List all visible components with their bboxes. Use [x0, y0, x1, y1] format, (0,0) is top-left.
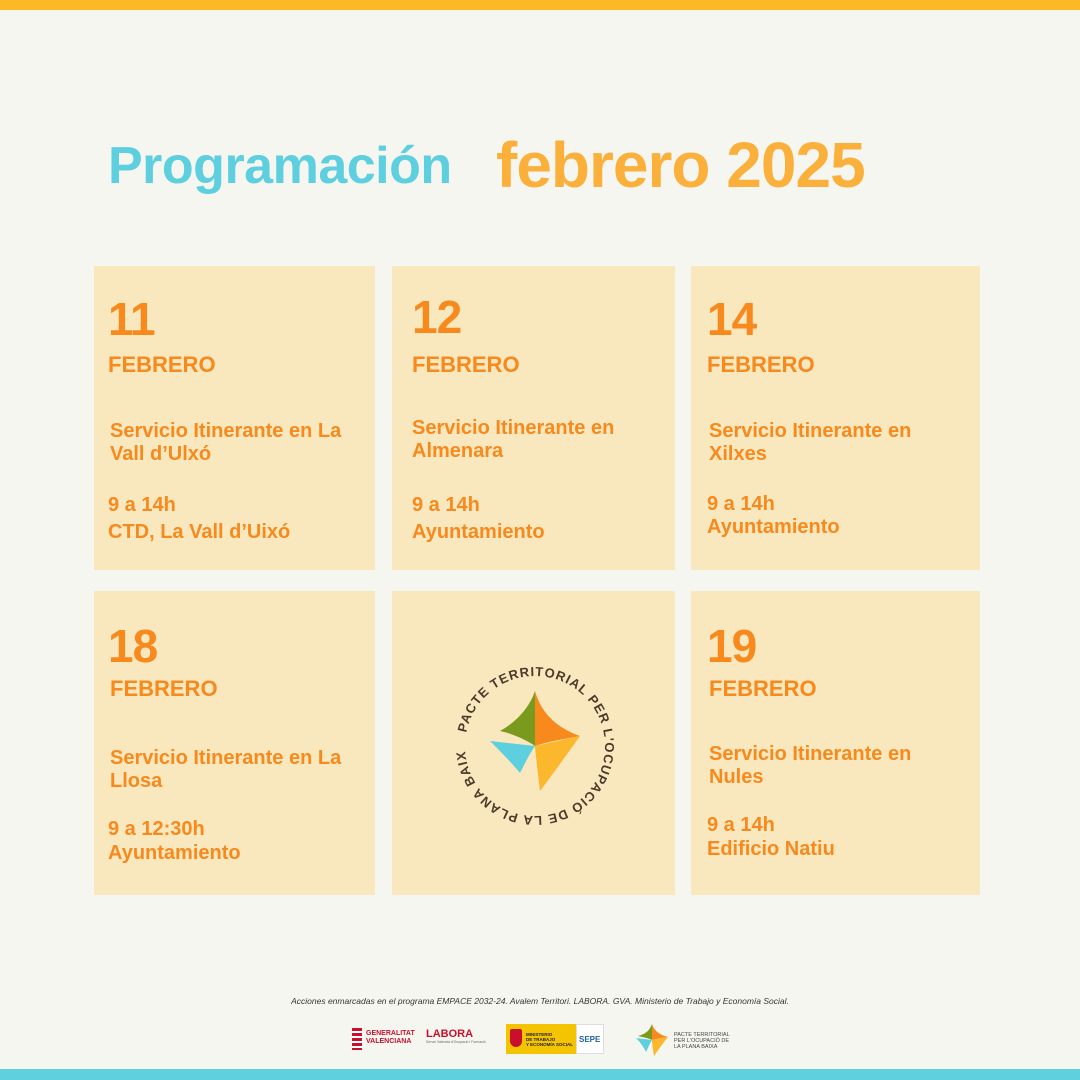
ministerio-line1: MINISTERIO	[526, 1032, 553, 1037]
event-description: Servicio Itinerante en Almenara	[412, 417, 615, 462]
pacte-logo-card	[392, 591, 675, 895]
event-time: 9 a 14h	[108, 494, 176, 516]
pacte-small-line1: PACTE TERRITORIAL	[674, 1032, 730, 1038]
ministerio-line2: DE TRABAJO	[526, 1037, 556, 1042]
event-place: Edificio Natiu	[707, 838, 835, 860]
event-description: Servicio Itinerante en La Llosa	[110, 747, 342, 792]
generalitat-emblem-icon	[352, 1028, 362, 1050]
event-place: Ayuntamiento	[412, 521, 545, 543]
pacte-small-line3: LA PLANA BAIXA	[674, 1044, 718, 1050]
event-month: FEBRERO	[707, 352, 815, 377]
event-description: Servicio Itinerante en Nules	[709, 743, 912, 788]
event-card-12	[392, 266, 675, 570]
labora-logo	[426, 1028, 486, 1050]
ministerio-logo	[506, 1024, 578, 1054]
event-card-11	[94, 266, 375, 570]
title-month-year: febrero 2025	[496, 129, 865, 201]
spain-shield-icon	[510, 1029, 522, 1047]
event-time: 9 a 12:30h	[108, 818, 205, 840]
event-month: FEBRERO	[412, 352, 520, 377]
page-title	[0, 128, 1080, 201]
sepe-logo	[576, 1024, 604, 1054]
generalitat-logo	[352, 1026, 414, 1054]
sepe-wordmark: SEPE	[579, 1035, 601, 1044]
ministerio-line3: Y ECONOMÍA SOCIAL	[526, 1042, 574, 1047]
event-day: 11	[108, 293, 155, 345]
event-description: Servicio Itinerante en La Vall d’Ulxó	[110, 420, 342, 465]
event-time: 9 a 14h	[707, 814, 775, 836]
event-card-19	[691, 591, 980, 895]
event-place: CTD, La Vall d’Uixó	[108, 521, 291, 543]
event-day: 18	[108, 620, 158, 672]
labora-subtitle: Servei Valencià d'Ocupació i Formació	[426, 1040, 486, 1044]
footer-note: Acciones enmarcadas en el programa EMPACE 2032-24. Avalem Territori. LABORA. GVA. Ministerio de Trabajo y Economía Social.	[291, 996, 789, 1006]
event-day: 12	[412, 291, 462, 343]
event-card-14	[691, 266, 980, 570]
sponsor-logos	[0, 1020, 1080, 1060]
event-month: FEBRERO	[108, 352, 216, 377]
event-month: FEBRERO	[110, 676, 218, 701]
event-time: 9 a 14h	[707, 493, 775, 515]
generalitat-line1: GENERALITAT	[366, 1030, 415, 1037]
pacte-small-icon	[634, 1022, 670, 1058]
generalitat-line2: VALENCIANA	[366, 1038, 412, 1045]
event-day: 19	[707, 620, 757, 672]
event-description: Servicio Itinerante en Xilxes	[709, 420, 912, 465]
top-accent-bar	[0, 0, 1080, 10]
pacte-small-logo	[634, 1022, 734, 1058]
bottom-accent-bar	[0, 1069, 1080, 1080]
pacte-ring-text: PACTE TERRITORIAL PER L'OCUPACIÓ DE LA PLANA BAIX	[453, 663, 618, 829]
event-place: Ayuntamiento	[707, 516, 840, 538]
event-place: Ayuntamiento	[108, 842, 241, 864]
pacte-logo-icon	[450, 661, 620, 831]
event-card-18	[94, 591, 375, 895]
event-time: 9 a 14h	[412, 494, 480, 516]
pacte-small-line2: PER L'OCUPACIÓ DE	[674, 1038, 730, 1044]
pacte-territorial-logo	[450, 661, 620, 831]
event-month: FEBRERO	[709, 676, 817, 701]
title-programacion: Programación	[108, 137, 452, 195]
event-day: 14	[707, 293, 757, 345]
labora-wordmark: LABORA	[426, 1028, 474, 1040]
